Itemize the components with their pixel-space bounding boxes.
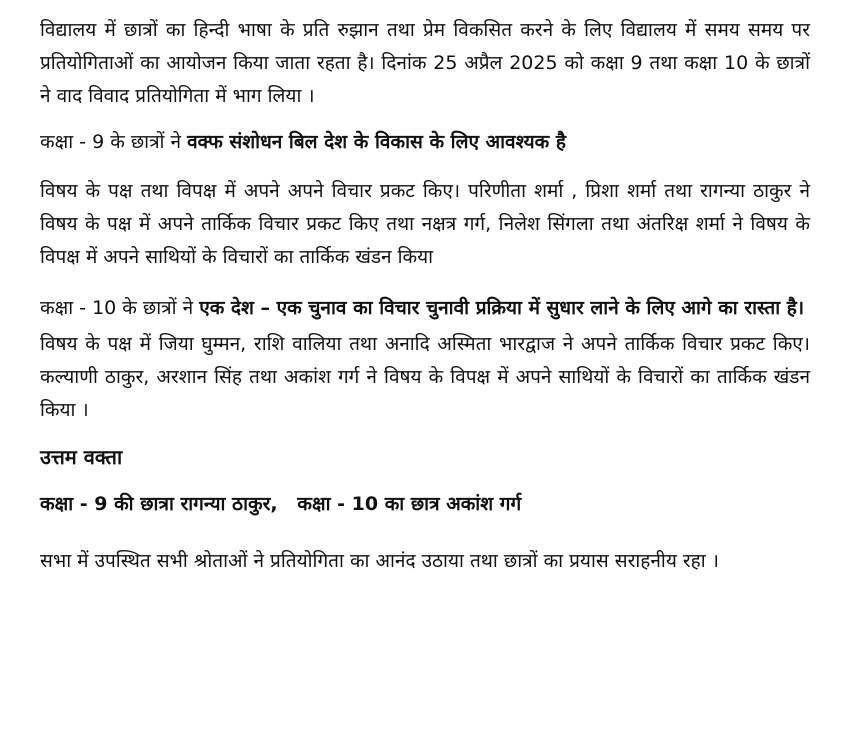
document-body	[40, 14, 810, 583]
class10-topic-line	[40, 288, 810, 328]
class10-paragraph: विषय के पक्ष में जिया घुम्मन, राशि वालिया तथा अनादि अस्मिता भारद्वाज ने अपने तार्किक विचार प्रकट किए। कल्याणी ठाकुर, अरशान सिंह तथा अकांश गर्ग ने विषय के विपक्ष में अपने साथियों के विचारों का तार्किक खंडन किया ।	[40, 333, 810, 421]
class10-prefix: कक्षा - 10 के छात्रों ने	[40, 297, 200, 319]
closing-paragraph: सभा में उपस्थित सभी श्रोताओं ने प्रतियोगिता का आनंद उठाया तथा छात्रों का प्रयास सराहनीय रहा ।	[40, 550, 719, 572]
intro-paragraph: विद्यालय में छात्रों का हिन्दी भाषा के प्रति रुझान तथा प्रेम विकसित करने के लिए विद्यालय में समय समय पर प्रतियोगिताओं का आयोजन किया जाता रहता है। दिनांक 25 अप्रैल 2025 को कक्षा 9 तथा कक्षा 10 के छात्रों ने वाद विवाद प्रतियोगिता में भाग लिया ।	[40, 19, 810, 107]
class10-topic: एक देश – एक चुनाव का विचार चुनावी प्रक्रिया में सुधार लाने के लिए आगे का रास्ता है।	[199, 297, 805, 319]
class9-topic: वक्फ संशोधन बिल देश के विकास के लिए आवश्यक है	[187, 131, 566, 153]
best-speaker-winners: कक्षा - 9 की छात्रा रागन्या ठाकुर, कक्षा - 10 का छात्र अकांश गर्ग	[40, 493, 522, 515]
class9-prefix: कक्षा - 9 के छात्रों ने	[40, 131, 188, 153]
class9-paragraph: विषय के पक्ष तथा विपक्ष में अपने अपने विचार प्रकट किए। परिणीता शर्मा , प्रिशा शर्मा तथा रागन्या ठाकुर ने विषय के पक्ष में अपने तार्किक विचार प्रकट किए तथा नक्षत्र गर्ग, निलेश सिंगला तथा अंतरिक्ष शर्मा ने विषय के विपक्ष में अपने साथियों के विचारों का तार्किक खंडन किया	[40, 180, 810, 268]
class9-topic-line	[40, 126, 810, 159]
best-speaker-heading: उत्तम वक्ता	[40, 445, 123, 469]
